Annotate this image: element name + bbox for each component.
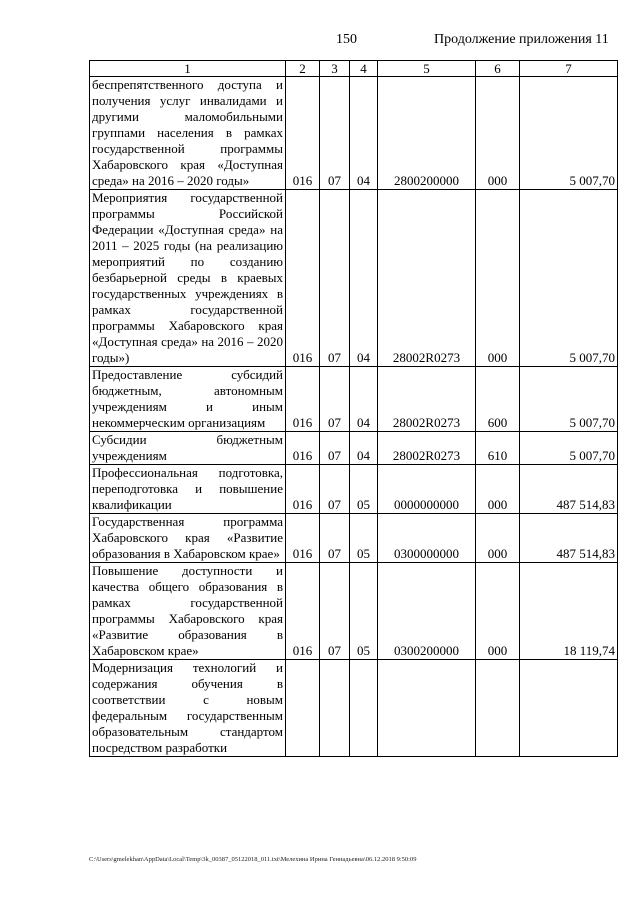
page-number: 150 — [336, 32, 357, 47]
expense-type-code: 610 — [476, 432, 520, 465]
column-header: 7 — [520, 61, 618, 77]
target-article-code — [378, 660, 476, 757]
target-article-code: 28002R0273 — [378, 432, 476, 465]
appendix-continuation-label: Продолжение приложения 11 — [434, 32, 609, 47]
row-name: беспрепятственного доступа и получения услуг инвалидами и другими маломобильными группами населения в рамках государственной программы Хабаровского края «Доступная среда» на 2016 – 2020 годы» — [90, 77, 286, 190]
row-name: Государственная программа Хабаровского края «Развитие образования в Хабаровском крае» — [90, 514, 286, 563]
expense-type-code: 000 — [476, 190, 520, 367]
column-header: 5 — [378, 61, 476, 77]
amount: 487 514,83 — [520, 465, 618, 514]
section-code: 07 — [320, 190, 350, 367]
row-name: Профессиональная подготовка, переподготовка и повышение квалификации — [90, 465, 286, 514]
section-code: 07 — [320, 563, 350, 660]
section-code: 07 — [320, 432, 350, 465]
row-name: Модернизация технологий и содержания обучения в соответствии с новым федеральным государственным образовательным стандартом посредством разработки — [90, 660, 286, 757]
ministry-code: 016 — [286, 432, 320, 465]
row-name: Мероприятия государственной программы Российской Федерации «Доступная среда» на 2011 – 2025 годы (на реализацию мероприятий по созданию безбарьерной среды в краевых государственных учреждениях в рамках государственной программы Хабаровского края «Доступная среда» на 2016 – 2020 годы») — [90, 190, 286, 367]
table-row — [90, 563, 618, 660]
row-name: Повышение доступности и качества общего образования в рамках государственной программы Хабаровского края «Развитие образования в Хабаровском крае» — [90, 563, 286, 660]
column-header: 4 — [350, 61, 378, 77]
target-article-code: 0300000000 — [378, 514, 476, 563]
expense-type-code: 000 — [476, 563, 520, 660]
ministry-code: 016 — [286, 563, 320, 660]
table-row — [90, 660, 618, 757]
section-code: 07 — [320, 77, 350, 190]
amount: 18 119,74 — [520, 563, 618, 660]
subsection-code: 04 — [350, 432, 378, 465]
document-footer-path: C:\Users\gmelekhan\AppData\Local\Temp\3k_00387_05122018_011.txt\Мелехина Ирина Геннадьевна\06.12.2018 9:50:09 — [89, 856, 417, 863]
subsection-code: 05 — [350, 514, 378, 563]
expense-type-code — [476, 660, 520, 757]
budget-table — [89, 60, 618, 757]
expense-type-code: 000 — [476, 465, 520, 514]
table-row — [90, 190, 618, 367]
subsection-code: 05 — [350, 465, 378, 514]
column-header: 1 — [90, 61, 286, 77]
column-header: 2 — [286, 61, 320, 77]
table-row — [90, 367, 618, 432]
section-code: 07 — [320, 514, 350, 563]
column-header: 3 — [320, 61, 350, 77]
table-row — [90, 514, 618, 563]
table-row — [90, 465, 618, 514]
target-article-code: 0300200000 — [378, 563, 476, 660]
subsection-code — [350, 660, 378, 757]
ministry-code — [286, 660, 320, 757]
section-code: 07 — [320, 465, 350, 514]
amount: 487 514,83 — [520, 514, 618, 563]
row-name: Предоставление субсидий бюджетным, автономным учреждениям и иным некоммерческим организациям — [90, 367, 286, 432]
amount: 5 007,70 — [520, 190, 618, 367]
amount — [520, 660, 618, 757]
target-article-code: 28002R0273 — [378, 367, 476, 432]
subsection-code: 05 — [350, 563, 378, 660]
ministry-code: 016 — [286, 514, 320, 563]
column-header: 6 — [476, 61, 520, 77]
ministry-code: 016 — [286, 465, 320, 514]
table-row — [90, 77, 618, 190]
subsection-code: 04 — [350, 77, 378, 190]
section-code: 07 — [320, 367, 350, 432]
ministry-code: 016 — [286, 190, 320, 367]
table-header-row — [90, 61, 618, 77]
row-name: Субсидии бюджетным учреждениям — [90, 432, 286, 465]
target-article-code: 2800200000 — [378, 77, 476, 190]
expense-type-code: 000 — [476, 514, 520, 563]
expense-type-code: 600 — [476, 367, 520, 432]
table-row — [90, 432, 618, 465]
expense-type-code: 000 — [476, 77, 520, 190]
subsection-code: 04 — [350, 367, 378, 432]
ministry-code: 016 — [286, 367, 320, 432]
ministry-code: 016 — [286, 77, 320, 190]
target-article-code: 28002R0273 — [378, 190, 476, 367]
amount: 5 007,70 — [520, 432, 618, 465]
amount: 5 007,70 — [520, 77, 618, 190]
amount: 5 007,70 — [520, 367, 618, 432]
target-article-code: 0000000000 — [378, 465, 476, 514]
subsection-code: 04 — [350, 190, 378, 367]
section-code — [320, 660, 350, 757]
